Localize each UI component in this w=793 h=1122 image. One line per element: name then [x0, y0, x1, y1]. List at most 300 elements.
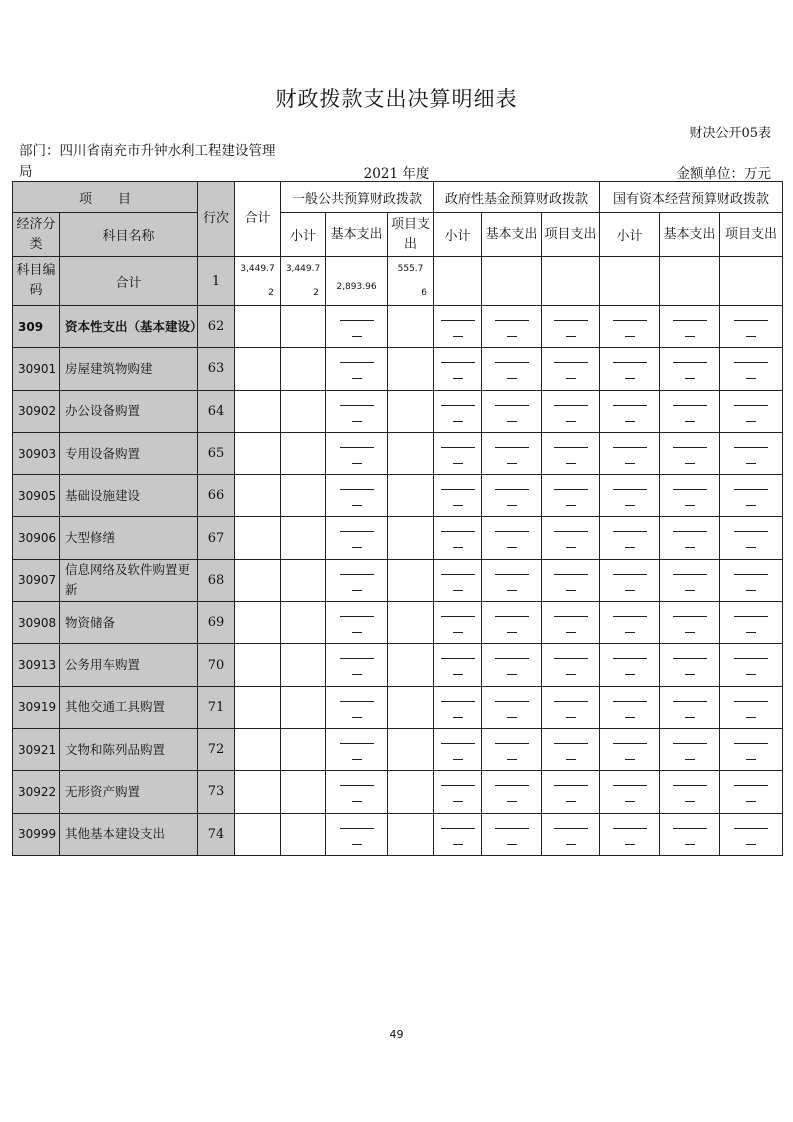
row-code: 30902 [13, 390, 60, 432]
empty-cell [235, 306, 281, 348]
row-code: 30905 [13, 475, 60, 517]
not-applicable-mark [482, 686, 542, 728]
empty-cell [388, 475, 434, 517]
not-applicable-mark [434, 686, 482, 728]
row-code: 30999 [13, 813, 60, 855]
dash-line [352, 844, 362, 845]
dash-line [734, 405, 768, 406]
not-applicable-mark [434, 813, 482, 855]
dash-line [495, 743, 529, 744]
dash-line [507, 463, 517, 464]
dash-line [566, 547, 576, 548]
empty-cell [281, 644, 326, 686]
dash-line [673, 531, 707, 532]
dash-line [734, 574, 768, 575]
sc-project-amount [720, 257, 783, 306]
dash-line [441, 447, 475, 448]
dash-line [453, 674, 463, 675]
empty-cell [235, 602, 281, 644]
dash-line [673, 616, 707, 617]
dash-line [673, 658, 707, 659]
dash-line [734, 489, 768, 490]
dash-line [554, 362, 588, 363]
table-code: 财决公开05表 [689, 126, 771, 141]
dash-line [352, 547, 362, 548]
not-applicable-mark [600, 771, 660, 813]
not-applicable-mark [434, 306, 482, 348]
dash-line [352, 336, 362, 337]
not-applicable-mark [660, 686, 720, 728]
dash-line [734, 616, 768, 617]
row-line-no: 64 [198, 390, 235, 432]
dash-line [352, 505, 362, 506]
not-applicable-mark [542, 771, 600, 813]
dash-line [734, 447, 768, 448]
header-subject-code: 科目编码 [13, 257, 60, 306]
empty-cell [235, 390, 281, 432]
dash-line [685, 336, 695, 337]
not-applicable-mark [720, 644, 783, 686]
fiscal-year: 2021 年度 [363, 166, 430, 182]
row-code: 30907 [13, 559, 60, 601]
dash-line [625, 505, 635, 506]
empty-cell [235, 348, 281, 390]
header-total: 合计 [235, 182, 281, 257]
row-name: 信息网络及软件购置更新 [60, 559, 198, 601]
dash-line [625, 590, 635, 591]
dash-line [625, 421, 635, 422]
dash-line [613, 320, 647, 321]
dash-line [495, 447, 529, 448]
dash-line [441, 785, 475, 786]
header-gf-subtotal: 小计 [434, 213, 482, 257]
not-applicable-mark [542, 813, 600, 855]
dash-line [453, 505, 463, 506]
row-line-no: 66 [198, 475, 235, 517]
not-applicable-mark [720, 348, 783, 390]
dash-line [507, 590, 517, 591]
not-applicable-mark [326, 644, 388, 686]
not-applicable-mark [660, 390, 720, 432]
dash-line [453, 421, 463, 422]
dash-line [340, 447, 374, 448]
header-subject-name: 科目名称 [60, 213, 198, 257]
empty-cell [388, 813, 434, 855]
dash-line [625, 336, 635, 337]
row-line-no: 70 [198, 644, 235, 686]
row-code: 30919 [13, 686, 60, 728]
empty-cell [235, 686, 281, 728]
sc-subtotal-amount [600, 257, 660, 306]
dash-line [495, 405, 529, 406]
dash-line [566, 717, 576, 718]
dash-line [507, 378, 517, 379]
not-applicable-mark [326, 306, 388, 348]
dash-line [746, 378, 756, 379]
dash-line [554, 531, 588, 532]
dash-line [495, 828, 529, 829]
dash-line [507, 801, 517, 802]
dash-line [625, 547, 635, 548]
dash-line [453, 717, 463, 718]
not-applicable-mark [482, 432, 542, 474]
dash-line [340, 616, 374, 617]
department-line-2: 局 [19, 164, 33, 180]
not-applicable-mark [482, 644, 542, 686]
dash-line [734, 828, 768, 829]
not-applicable-mark [326, 728, 388, 770]
dash-line [507, 674, 517, 675]
dash-line [746, 632, 756, 633]
not-applicable-mark [326, 348, 388, 390]
table-row [13, 644, 783, 686]
not-applicable-mark [720, 306, 783, 348]
gp-project-amount [388, 257, 434, 306]
dash-line [613, 658, 647, 659]
dash-line [734, 785, 768, 786]
gf-basic-amount [482, 257, 542, 306]
empty-cell [388, 728, 434, 770]
dash-line [554, 574, 588, 575]
dash-line [566, 336, 576, 337]
dash-line [566, 505, 576, 506]
header-general-public: 一般公共预算财政拨款 [281, 182, 434, 213]
table-row [13, 813, 783, 855]
empty-cell [388, 644, 434, 686]
dash-line [554, 658, 588, 659]
dash-line [673, 785, 707, 786]
not-applicable-mark [434, 432, 482, 474]
not-applicable-mark [720, 686, 783, 728]
dash-line [453, 801, 463, 802]
not-applicable-mark [660, 432, 720, 474]
dash-line [566, 801, 576, 802]
dash-line [673, 828, 707, 829]
not-applicable-mark [542, 559, 600, 601]
dash-line [685, 463, 695, 464]
not-applicable-mark [720, 432, 783, 474]
row-code: 30908 [13, 602, 60, 644]
row-line-no: 72 [198, 728, 235, 770]
dash-line [685, 505, 695, 506]
row-code: 30921 [13, 728, 60, 770]
dash-line [352, 421, 362, 422]
dash-line [746, 844, 756, 845]
dash-line [554, 320, 588, 321]
row-name: 基础设施建设 [60, 475, 198, 517]
not-applicable-mark [720, 771, 783, 813]
table-row [13, 686, 783, 728]
dash-line [352, 463, 362, 464]
not-applicable-mark [660, 813, 720, 855]
empty-cell [281, 348, 326, 390]
sc-basic-amount [660, 257, 720, 306]
dash-line [507, 421, 517, 422]
row-code: 30913 [13, 644, 60, 686]
not-applicable-mark [660, 517, 720, 559]
dash-line [507, 505, 517, 506]
not-applicable-mark [326, 559, 388, 601]
dash-line [566, 632, 576, 633]
dash-line [613, 785, 647, 786]
dash-line [566, 674, 576, 675]
header-gp-subtotal: 小计 [281, 213, 326, 257]
expenditure-table [12, 181, 783, 856]
dash-line [746, 547, 756, 548]
not-applicable-mark [482, 602, 542, 644]
empty-cell [388, 771, 434, 813]
dash-line [673, 362, 707, 363]
not-applicable-mark [600, 432, 660, 474]
dash-line [685, 759, 695, 760]
dash-line [352, 378, 362, 379]
dash-line [441, 574, 475, 575]
dash-line [734, 743, 768, 744]
header-gp-project: 项目支出 [388, 213, 434, 257]
table-row [13, 306, 783, 348]
not-applicable-mark [600, 348, 660, 390]
header-row-1 [13, 182, 783, 213]
dash-line [746, 505, 756, 506]
dash-line [625, 674, 635, 675]
not-applicable-mark [434, 348, 482, 390]
not-applicable-mark [482, 475, 542, 517]
empty-cell [388, 348, 434, 390]
dash-line [566, 590, 576, 591]
empty-cell [388, 306, 434, 348]
not-applicable-mark [482, 559, 542, 601]
not-applicable-mark [482, 813, 542, 855]
dash-line [685, 844, 695, 845]
not-applicable-mark [482, 348, 542, 390]
empty-cell [281, 390, 326, 432]
empty-cell [281, 517, 326, 559]
dash-line [746, 463, 756, 464]
dash-line [613, 743, 647, 744]
dash-line [746, 421, 756, 422]
empty-cell [281, 475, 326, 517]
not-applicable-mark [600, 517, 660, 559]
dash-line [453, 759, 463, 760]
dash-line [685, 717, 695, 718]
dash-line [625, 632, 635, 633]
dash-line [441, 405, 475, 406]
not-applicable-mark [542, 475, 600, 517]
dash-line [441, 743, 475, 744]
table-row [13, 602, 783, 644]
dash-line [734, 362, 768, 363]
empty-cell [235, 728, 281, 770]
dash-line [453, 378, 463, 379]
gp-subtotal-a: 3,449.7 [285, 264, 321, 274]
not-applicable-mark [660, 348, 720, 390]
dash-line [613, 616, 647, 617]
not-applicable-mark [434, 728, 482, 770]
header-econ-class: 经济分类 [13, 213, 60, 257]
dash-line [673, 320, 707, 321]
dash-line [625, 759, 635, 760]
dash-line [554, 828, 588, 829]
row-name: 办公设备购置 [60, 390, 198, 432]
empty-cell [235, 475, 281, 517]
gp-project-a: 555.7 [397, 264, 424, 274]
header-item: 项 目 [13, 182, 198, 213]
dash-line [441, 531, 475, 532]
dash-line [625, 844, 635, 845]
not-applicable-mark [660, 771, 720, 813]
row-line-no: 71 [198, 686, 235, 728]
dash-line [613, 574, 647, 575]
table-row [13, 390, 783, 432]
dash-line [625, 717, 635, 718]
not-applicable-mark [600, 644, 660, 686]
not-applicable-mark [720, 390, 783, 432]
dash-line [495, 658, 529, 659]
gp-subtotal-amount [281, 257, 326, 306]
dash-line [554, 489, 588, 490]
not-applicable-mark [720, 517, 783, 559]
empty-cell [388, 686, 434, 728]
row-name: 房屋建筑物购建 [60, 348, 198, 390]
not-applicable-mark [660, 306, 720, 348]
page-number: 49 [389, 1028, 404, 1041]
dash-line [625, 801, 635, 802]
total-label: 合计 [60, 257, 198, 306]
empty-cell [235, 559, 281, 601]
not-applicable-mark [482, 728, 542, 770]
not-applicable-mark [326, 517, 388, 559]
dash-line [554, 447, 588, 448]
dash-line [673, 574, 707, 575]
row-name: 文物和陈列品购置 [60, 728, 198, 770]
dash-line [507, 632, 517, 633]
dash-line [495, 489, 529, 490]
dash-line [441, 616, 475, 617]
not-applicable-mark [542, 390, 600, 432]
row-code: 30903 [13, 432, 60, 474]
dash-line [495, 320, 529, 321]
not-applicable-mark [482, 771, 542, 813]
dash-line [554, 785, 588, 786]
dash-line [746, 590, 756, 591]
not-applicable-mark [660, 602, 720, 644]
dash-line [566, 759, 576, 760]
header-sc-basic: 基本支出 [660, 213, 720, 257]
not-applicable-mark [720, 475, 783, 517]
not-applicable-mark [542, 686, 600, 728]
header-row-2 [13, 213, 783, 257]
not-applicable-mark [600, 306, 660, 348]
empty-cell [235, 432, 281, 474]
dash-line [340, 743, 374, 744]
empty-cell [388, 559, 434, 601]
dash-line [507, 547, 517, 548]
dash-line [495, 785, 529, 786]
row-code: 30901 [13, 348, 60, 390]
gp-subtotal-b: 2 [313, 288, 320, 298]
dash-line [507, 844, 517, 845]
not-applicable-mark [600, 390, 660, 432]
header-gf-basic: 基本支出 [482, 213, 542, 257]
table-row [13, 771, 783, 813]
dash-line [685, 421, 695, 422]
dash-line [495, 531, 529, 532]
department-line-1: 部门：四川省南充市升钟水利工程建设管理 [19, 143, 276, 159]
empty-cell [235, 771, 281, 813]
not-applicable-mark [600, 728, 660, 770]
dash-line [554, 743, 588, 744]
not-applicable-mark [434, 517, 482, 559]
dash-line [566, 378, 576, 379]
dash-line [554, 405, 588, 406]
row-line-no: 62 [198, 306, 235, 348]
not-applicable-mark [660, 559, 720, 601]
not-applicable-mark [482, 390, 542, 432]
dash-line [352, 632, 362, 633]
row-name: 物资储备 [60, 602, 198, 644]
dash-line [685, 801, 695, 802]
dash-line [673, 405, 707, 406]
row-name: 资本性支出（基本建设） [60, 306, 198, 348]
not-applicable-mark [326, 813, 388, 855]
empty-cell [281, 771, 326, 813]
not-applicable-mark [542, 644, 600, 686]
dash-line [566, 421, 576, 422]
dash-line [613, 362, 647, 363]
not-applicable-mark [600, 686, 660, 728]
dash-line [507, 336, 517, 337]
dash-line [340, 489, 374, 490]
not-applicable-mark [542, 602, 600, 644]
row-line-no: 67 [198, 517, 235, 559]
dash-line [340, 320, 374, 321]
not-applicable-mark [326, 771, 388, 813]
dash-line [734, 320, 768, 321]
empty-cell [388, 517, 434, 559]
not-applicable-mark [434, 602, 482, 644]
not-applicable-mark [482, 517, 542, 559]
dash-line [352, 590, 362, 591]
empty-cell [281, 728, 326, 770]
empty-cell [281, 432, 326, 474]
not-applicable-mark [434, 644, 482, 686]
dash-line [685, 590, 695, 591]
header-gov-fund: 政府性基金预算财政拨款 [434, 182, 600, 213]
empty-cell [281, 686, 326, 728]
dash-line [673, 447, 707, 448]
not-applicable-mark [326, 686, 388, 728]
table-row [13, 517, 783, 559]
not-applicable-mark [660, 728, 720, 770]
dash-line [734, 531, 768, 532]
not-applicable-mark [660, 644, 720, 686]
dash-line [352, 759, 362, 760]
empty-cell [235, 517, 281, 559]
row-line-no: 73 [198, 771, 235, 813]
dash-line [746, 717, 756, 718]
dash-line [340, 658, 374, 659]
dash-line [340, 785, 374, 786]
empty-cell [281, 813, 326, 855]
dash-line [613, 701, 647, 702]
dash-line [685, 547, 695, 548]
row-code: 30922 [13, 771, 60, 813]
gf-project-amount [542, 257, 600, 306]
not-applicable-mark [434, 559, 482, 601]
header-gp-basic: 基本支出 [326, 213, 388, 257]
table-row [13, 728, 783, 770]
not-applicable-mark [720, 602, 783, 644]
